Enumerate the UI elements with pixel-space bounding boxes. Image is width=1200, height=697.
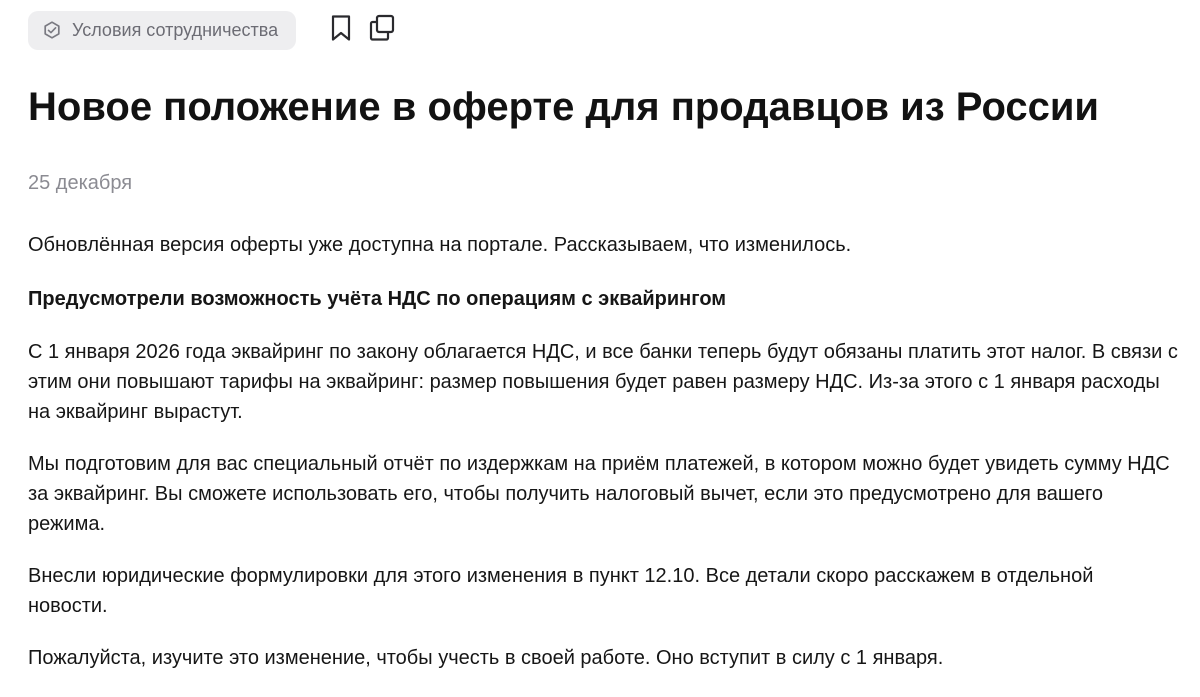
- article-title: Новое положение в оферте для продавцов из России: [28, 85, 1100, 129]
- copy-icon: [367, 13, 397, 48]
- article-paragraph: Мы подготовим для вас специальный отчёт по издержкам на приём платежей, в котором можно будет увидеть сумму НДС за эквайринг. Вы сможете использовать его, чтобы получить налоговый вычет, если это предусмотрено для вашего режима.: [28, 453, 1170, 535]
- article-toolbar: [28, 10, 397, 50]
- category-tag-label: Условия сотрудничества: [72, 19, 279, 40]
- article-paragraph: Внесли юридические формулировки для этого изменения в пункт 12.10. Все детали скоро расскажем в отдельной новости.: [28, 565, 1094, 617]
- article-date: 25 декабря: [28, 172, 133, 194]
- article-intro: Обновлённая версия оферты уже доступна на портале. Рассказываем, что изменилось.: [28, 234, 852, 256]
- copy-button[interactable]: [367, 15, 397, 45]
- handshake-icon: [42, 20, 62, 40]
- section-heading: Предусмотрели возможность учёта НДС по операциям с эквайрингом: [28, 288, 727, 310]
- article-paragraph: Пожалуйста, изучите это изменение, чтобы учесть в своей работе. Оно вступит в силу с 1 января.: [28, 647, 944, 669]
- article-paragraph: С 1 января 2026 года эквайринг по закону облагается НДС, и все банки теперь будут обязаны платить этот налог. В связи с этим они повышают тарифы на эквайринг: размер повышения будет равен размеру НДС. Из-за этого с 1 января расходы на эквайринг вырастут.: [28, 341, 1178, 423]
- bookmark-button[interactable]: [326, 15, 356, 45]
- article-body: [28, 230, 1178, 673]
- bookmark-icon: [329, 14, 353, 47]
- category-tag[interactable]: [28, 11, 296, 50]
